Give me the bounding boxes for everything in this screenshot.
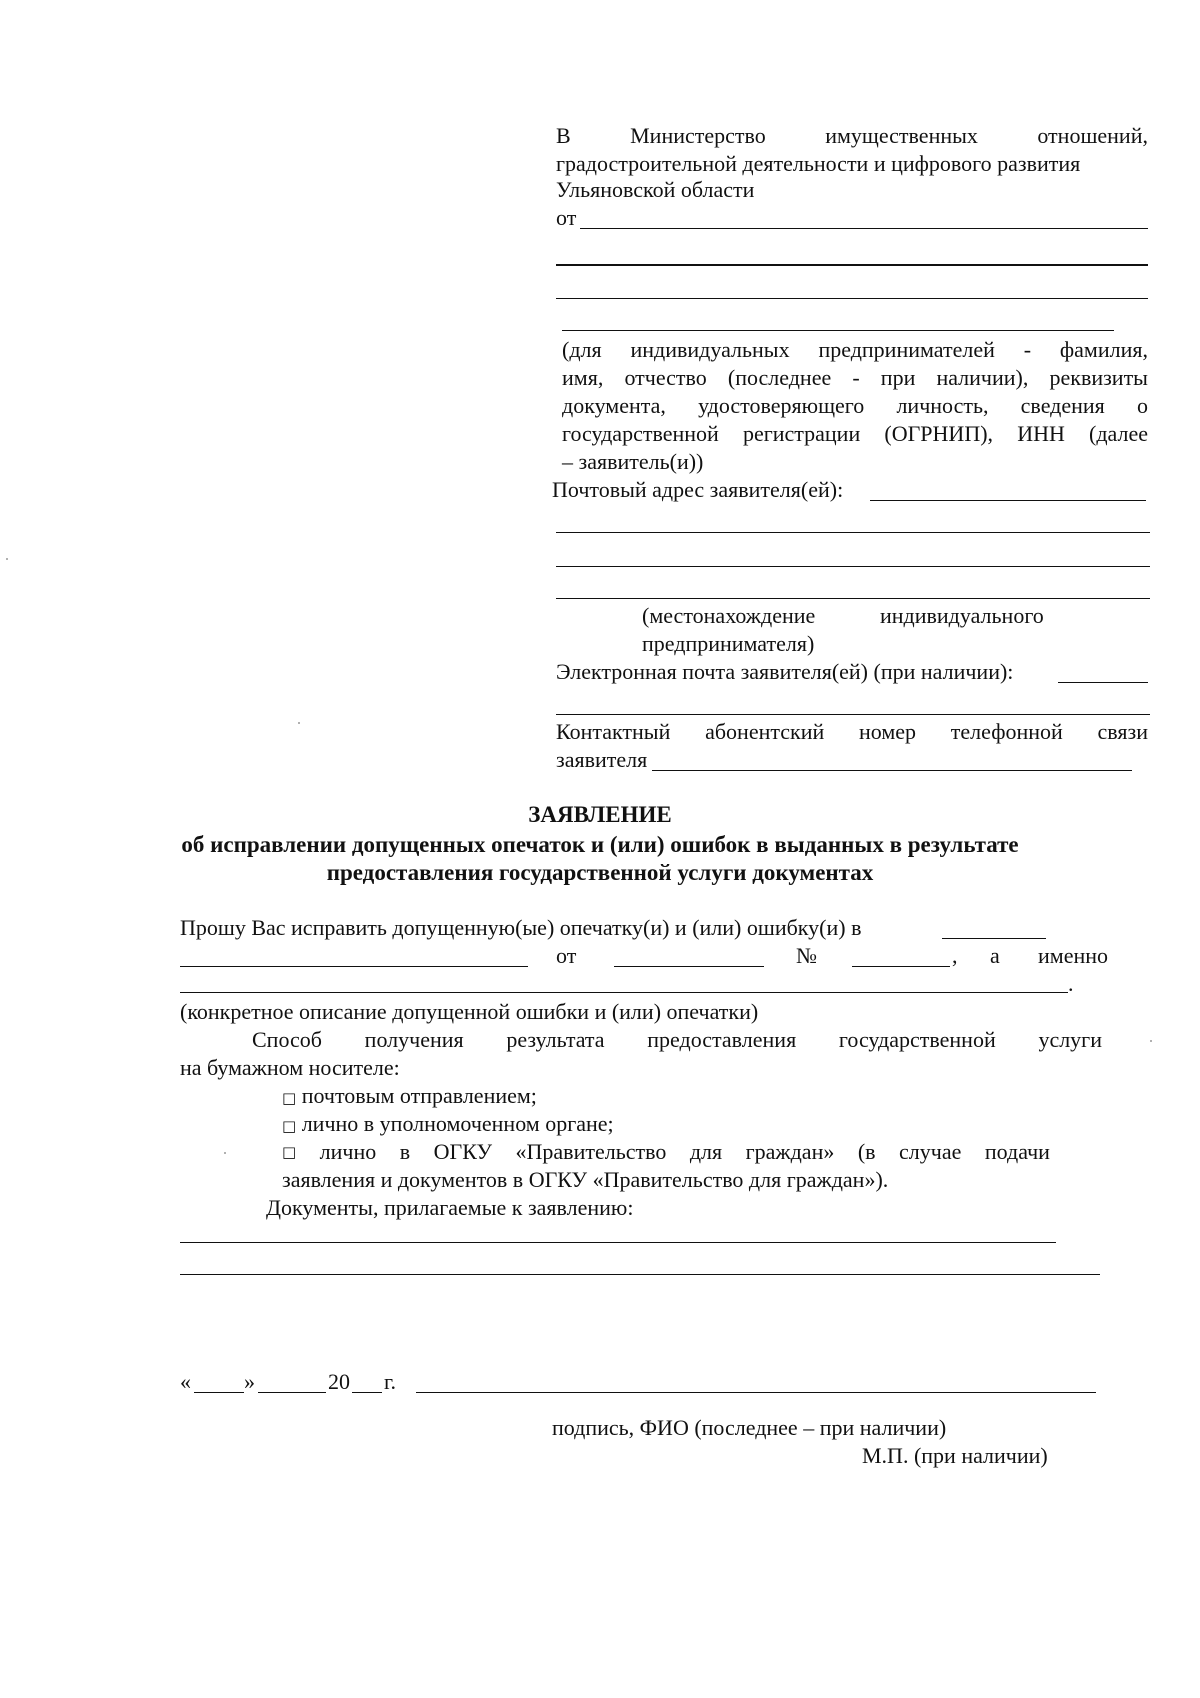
option-in-person[interactable] xyxy=(282,1110,614,1140)
month-field[interactable] xyxy=(258,1392,326,1393)
from-label: от xyxy=(556,205,577,230)
document-subtitle-1: об исправлении допущенных опечаток и (или) ошибок в выданных в результате xyxy=(181,832,1019,857)
comma: , xyxy=(952,943,958,968)
postal-note-line-1b: индивидуального xyxy=(880,603,1044,628)
recipient-line-2: градостроительной деятельности и цифрового развития xyxy=(556,151,1081,176)
postal-address-label: Почтовый адрес заявителя(ей): xyxy=(552,477,844,502)
scan-speck xyxy=(1150,1040,1152,1042)
date-close-quote: » xyxy=(244,1369,255,1394)
description-period: . xyxy=(1068,971,1074,996)
attachments-line-2[interactable] xyxy=(180,1274,1100,1275)
option-in-person-label: лично в уполномоченном органе; xyxy=(301,1111,614,1136)
document-type-field[interactable] xyxy=(180,966,528,967)
postal-note-line-1a: (местонахождение xyxy=(642,603,816,628)
number-field[interactable] xyxy=(852,966,950,967)
option-ogku-line-2: заявления и документов в ОГКУ «Правительство для граждан»). xyxy=(282,1167,889,1192)
option-postal[interactable] xyxy=(282,1082,537,1112)
stamp-note: М.П. (при наличии) xyxy=(862,1443,1048,1468)
email-field[interactable] xyxy=(1058,682,1148,683)
from-field-line-3[interactable] xyxy=(556,298,1148,299)
namely-word: именно xyxy=(1038,943,1109,968)
day-field[interactable] xyxy=(194,1392,244,1393)
year-prefix: 20 xyxy=(328,1369,350,1394)
applicant-note-line-4: государственной регистрации (ОГРНИП), ИНН (далее xyxy=(562,421,1148,446)
applicant-note-line-5: – заявитель(и)) xyxy=(562,449,704,474)
email-field-line-2[interactable] xyxy=(556,714,1150,715)
date-field[interactable] xyxy=(614,966,764,967)
email-label: Электронная почта заявителя(ей) (при наличии): xyxy=(556,659,1014,684)
postal-note-line-2: предпринимателя) xyxy=(642,631,815,656)
from-field-line-4[interactable] xyxy=(562,330,1114,331)
applicant-note-line-1: (для индивидуальных предпринимателей - фамилия, xyxy=(562,337,1148,362)
postal-address-field[interactable] xyxy=(870,500,1146,501)
applicant-note-line-2: имя, отчество (последнее - при наличии), реквизиты xyxy=(562,365,1148,390)
method-line-2: на бумажном носителе: xyxy=(180,1055,400,1080)
phone-line-2: заявителя xyxy=(556,747,648,772)
year-field[interactable] xyxy=(352,1392,382,1393)
request-text: Прошу Вас исправить допущенную(ые) опечатку(и) и (или) ошибку(и) в xyxy=(180,915,862,940)
description-note: (конкретное описание допущенной ошибки и (или) опечатки) xyxy=(180,999,759,1024)
recipient-line-3: Ульяновской области xyxy=(556,177,755,202)
option-postal-label: почтовым отправлением; xyxy=(301,1083,537,1108)
from-field-line-2[interactable] xyxy=(556,264,1148,266)
phone-field[interactable] xyxy=(652,770,1132,771)
from-word: от xyxy=(556,943,577,968)
and-word: а xyxy=(990,943,1000,968)
document-name-field[interactable] xyxy=(942,938,1046,939)
method-line-1: Способ получения результата предоставления государственной услуги xyxy=(252,1027,1102,1052)
document-title: ЗАЯВЛЕНИЕ xyxy=(528,802,672,827)
phone-line-1: Контактный абонентский номер телефонной связи xyxy=(556,719,1148,744)
option-ogku-line-1[interactable]: □ лично в ОГКУ «Правительство для граждан» (в случае подачи xyxy=(282,1139,1050,1164)
document-subtitle-2: предоставления государственной услуги документах xyxy=(326,860,874,885)
checkbox-icon[interactable]: □ xyxy=(282,1143,297,1161)
from-field-line[interactable] xyxy=(580,228,1148,229)
postal-address-line-3[interactable] xyxy=(556,566,1150,567)
description-field[interactable] xyxy=(180,992,1068,993)
year-suffix: г. xyxy=(384,1369,397,1394)
attachments-line-1[interactable] xyxy=(180,1242,1056,1243)
postal-address-line-2[interactable] xyxy=(556,532,1150,533)
signature-caption: подпись, ФИО (последнее – при наличии) xyxy=(552,1415,947,1440)
signature-field[interactable] xyxy=(416,1392,1096,1393)
postal-address-line-4[interactable] xyxy=(556,598,1150,599)
scan-speck xyxy=(6,558,8,560)
scan-speck xyxy=(224,1152,226,1154)
checkbox-icon[interactable]: □ xyxy=(282,1117,297,1135)
recipient-line-1: В Министерство имущественных отношений, xyxy=(556,123,1148,148)
number-sign: № xyxy=(796,943,817,968)
applicant-note-line-3: документа, удостоверяющего личность, сведения о xyxy=(562,393,1148,418)
date-open-quote: « xyxy=(180,1369,191,1394)
checkbox-icon[interactable]: □ xyxy=(282,1089,297,1107)
attachments-label: Документы, прилагаемые к заявлению: xyxy=(266,1195,634,1220)
scan-speck xyxy=(298,722,300,724)
